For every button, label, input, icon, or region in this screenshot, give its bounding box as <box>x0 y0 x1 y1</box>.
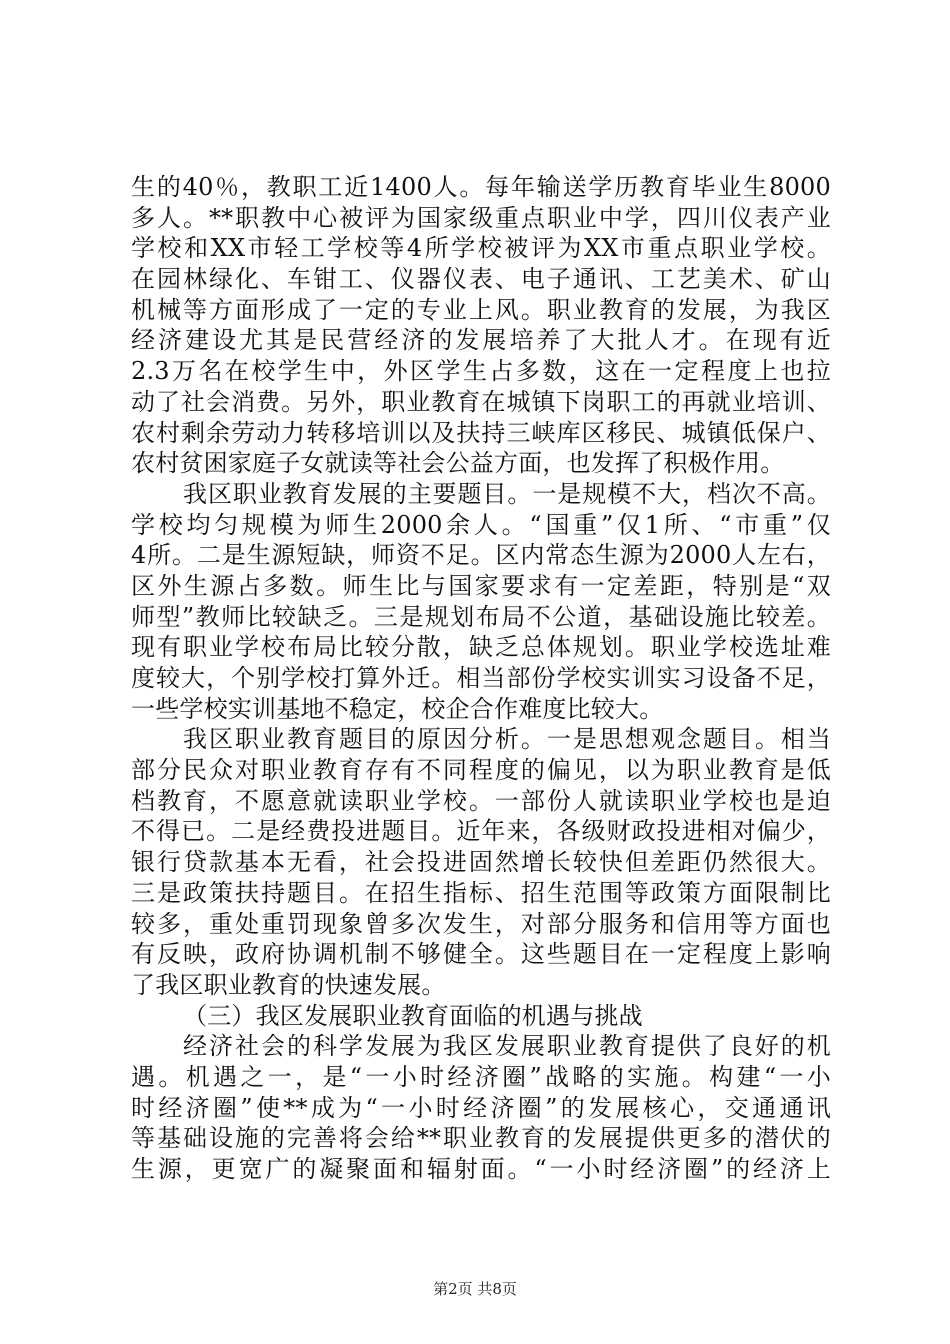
text-line: 多人。**职教中心被评为国家级重点职业中学，四川仪表产业 <box>131 203 831 232</box>
page-footer: 第2页 共8页 <box>433 1280 517 1298</box>
text-line: 部分民众对职业教育存有不同程度的偏见，以为职业教育是低 <box>131 756 831 785</box>
text-line: 三是政策扶持题目。在招生指标、招生范围等政策方面限制比 <box>131 878 831 907</box>
text-line: 学校均匀规模为师生2000余人。“国重”仅1所、“市重”仅 <box>131 510 831 539</box>
text-line: 农村剩余劳动力转移培训以及扶持三峡库区移民、城镇低保户、 <box>131 418 831 447</box>
text-line: 不得已。二是经费投进题目。近年来，各级财政投进相对偏少， <box>131 817 831 846</box>
text-line: 较多，重处重罚现象曾多次发生，对部分服务和信用等方面也 <box>131 909 831 938</box>
text-line: 生的40％，教职工近1400人。每年输送学历教育毕业生8000 <box>131 173 831 201</box>
text-line: 银行贷款基本无看，社会投进固然增长较快但差距仍然很大。 <box>131 848 831 877</box>
text-line: 生源，更宽广的凝聚面和辐射面。“一小时经济圈”的经济上 <box>131 1155 831 1183</box>
text-line: 了我区职业教育的快速发展。 <box>131 970 446 999</box>
text-line: 动了社会消费。另外，职业教育在城镇下岗职工的再就业培训、 <box>131 387 831 416</box>
text-line: 等基础设施的完善将会给**职业教育的发展提供更多的潜伏的 <box>131 1124 831 1153</box>
text-line: 经济社会的科学发展为我区发展职业教育提供了良好的机 <box>183 1032 831 1061</box>
text-line: 时经济圈”使**成为“一小时经济圈”的发展核心，交通通讯 <box>131 1093 831 1122</box>
document-body <box>131 172 831 1185</box>
text-line: 区外生源占多数。师生比与国家要求有一定差距，特别是“双 <box>131 571 831 600</box>
text-line: 一些学校实训基地不稳定，校企合作难度比较大。 <box>131 694 664 723</box>
text-line: 我区职业教育题目的原因分析。一是思想观念题目。相当 <box>183 725 831 754</box>
text-line: 机械等方面形成了一定的专业上风。职业教育的发展，为我区 <box>131 295 831 324</box>
text-line: 在园林绿化、车钳工、仪器仪表、电子通讯、工艺美术、矿山 <box>131 265 831 294</box>
text-line: 度较大，个别学校打算外迁。相当部份学校实训实习设备不足， <box>131 664 831 692</box>
text-line: 有反映，政府协调机制不够健全。这些题目在一定程度上影响 <box>131 940 831 969</box>
text-line: 现有职业学校布局比较分散，缺乏总体规划。职业学校选址难 <box>131 633 831 662</box>
text-line: 4所。二是生源短缺，师资不足。区内常态生源为2000人左右， <box>131 541 831 570</box>
text-line: 遇。机遇之一，是“一小时经济圈”战略的实施。构建“一小 <box>131 1062 831 1091</box>
text-line: 2.3万名在校学生中，外区学生占多数，这在一定程度上也拉 <box>131 357 831 386</box>
text-line: （三）我区发展职业教育面临的机遇与挑战 <box>183 1001 643 1030</box>
text-line: 师型”教师比较缺乏。三是规划布局不公道，基础设施比较差。 <box>131 602 831 631</box>
text-line: 经济建设尤其是民营经济的发展培养了大批人才。在现有近 <box>131 326 831 355</box>
text-line: 档教育，不愿意就读职业学校。一部份人就读职业学校也是迫 <box>131 786 831 815</box>
text-line: 学校和XX市轻工学校等4所学校被评为XX市重点职业学校。 <box>131 234 831 263</box>
text-line: 我区职业教育发展的主要题目。一是规模不大，档次不高。 <box>183 479 831 508</box>
text-line: 农村贫困家庭子女就读等社会公益方面，也发挥了积极作用。 <box>131 449 785 478</box>
